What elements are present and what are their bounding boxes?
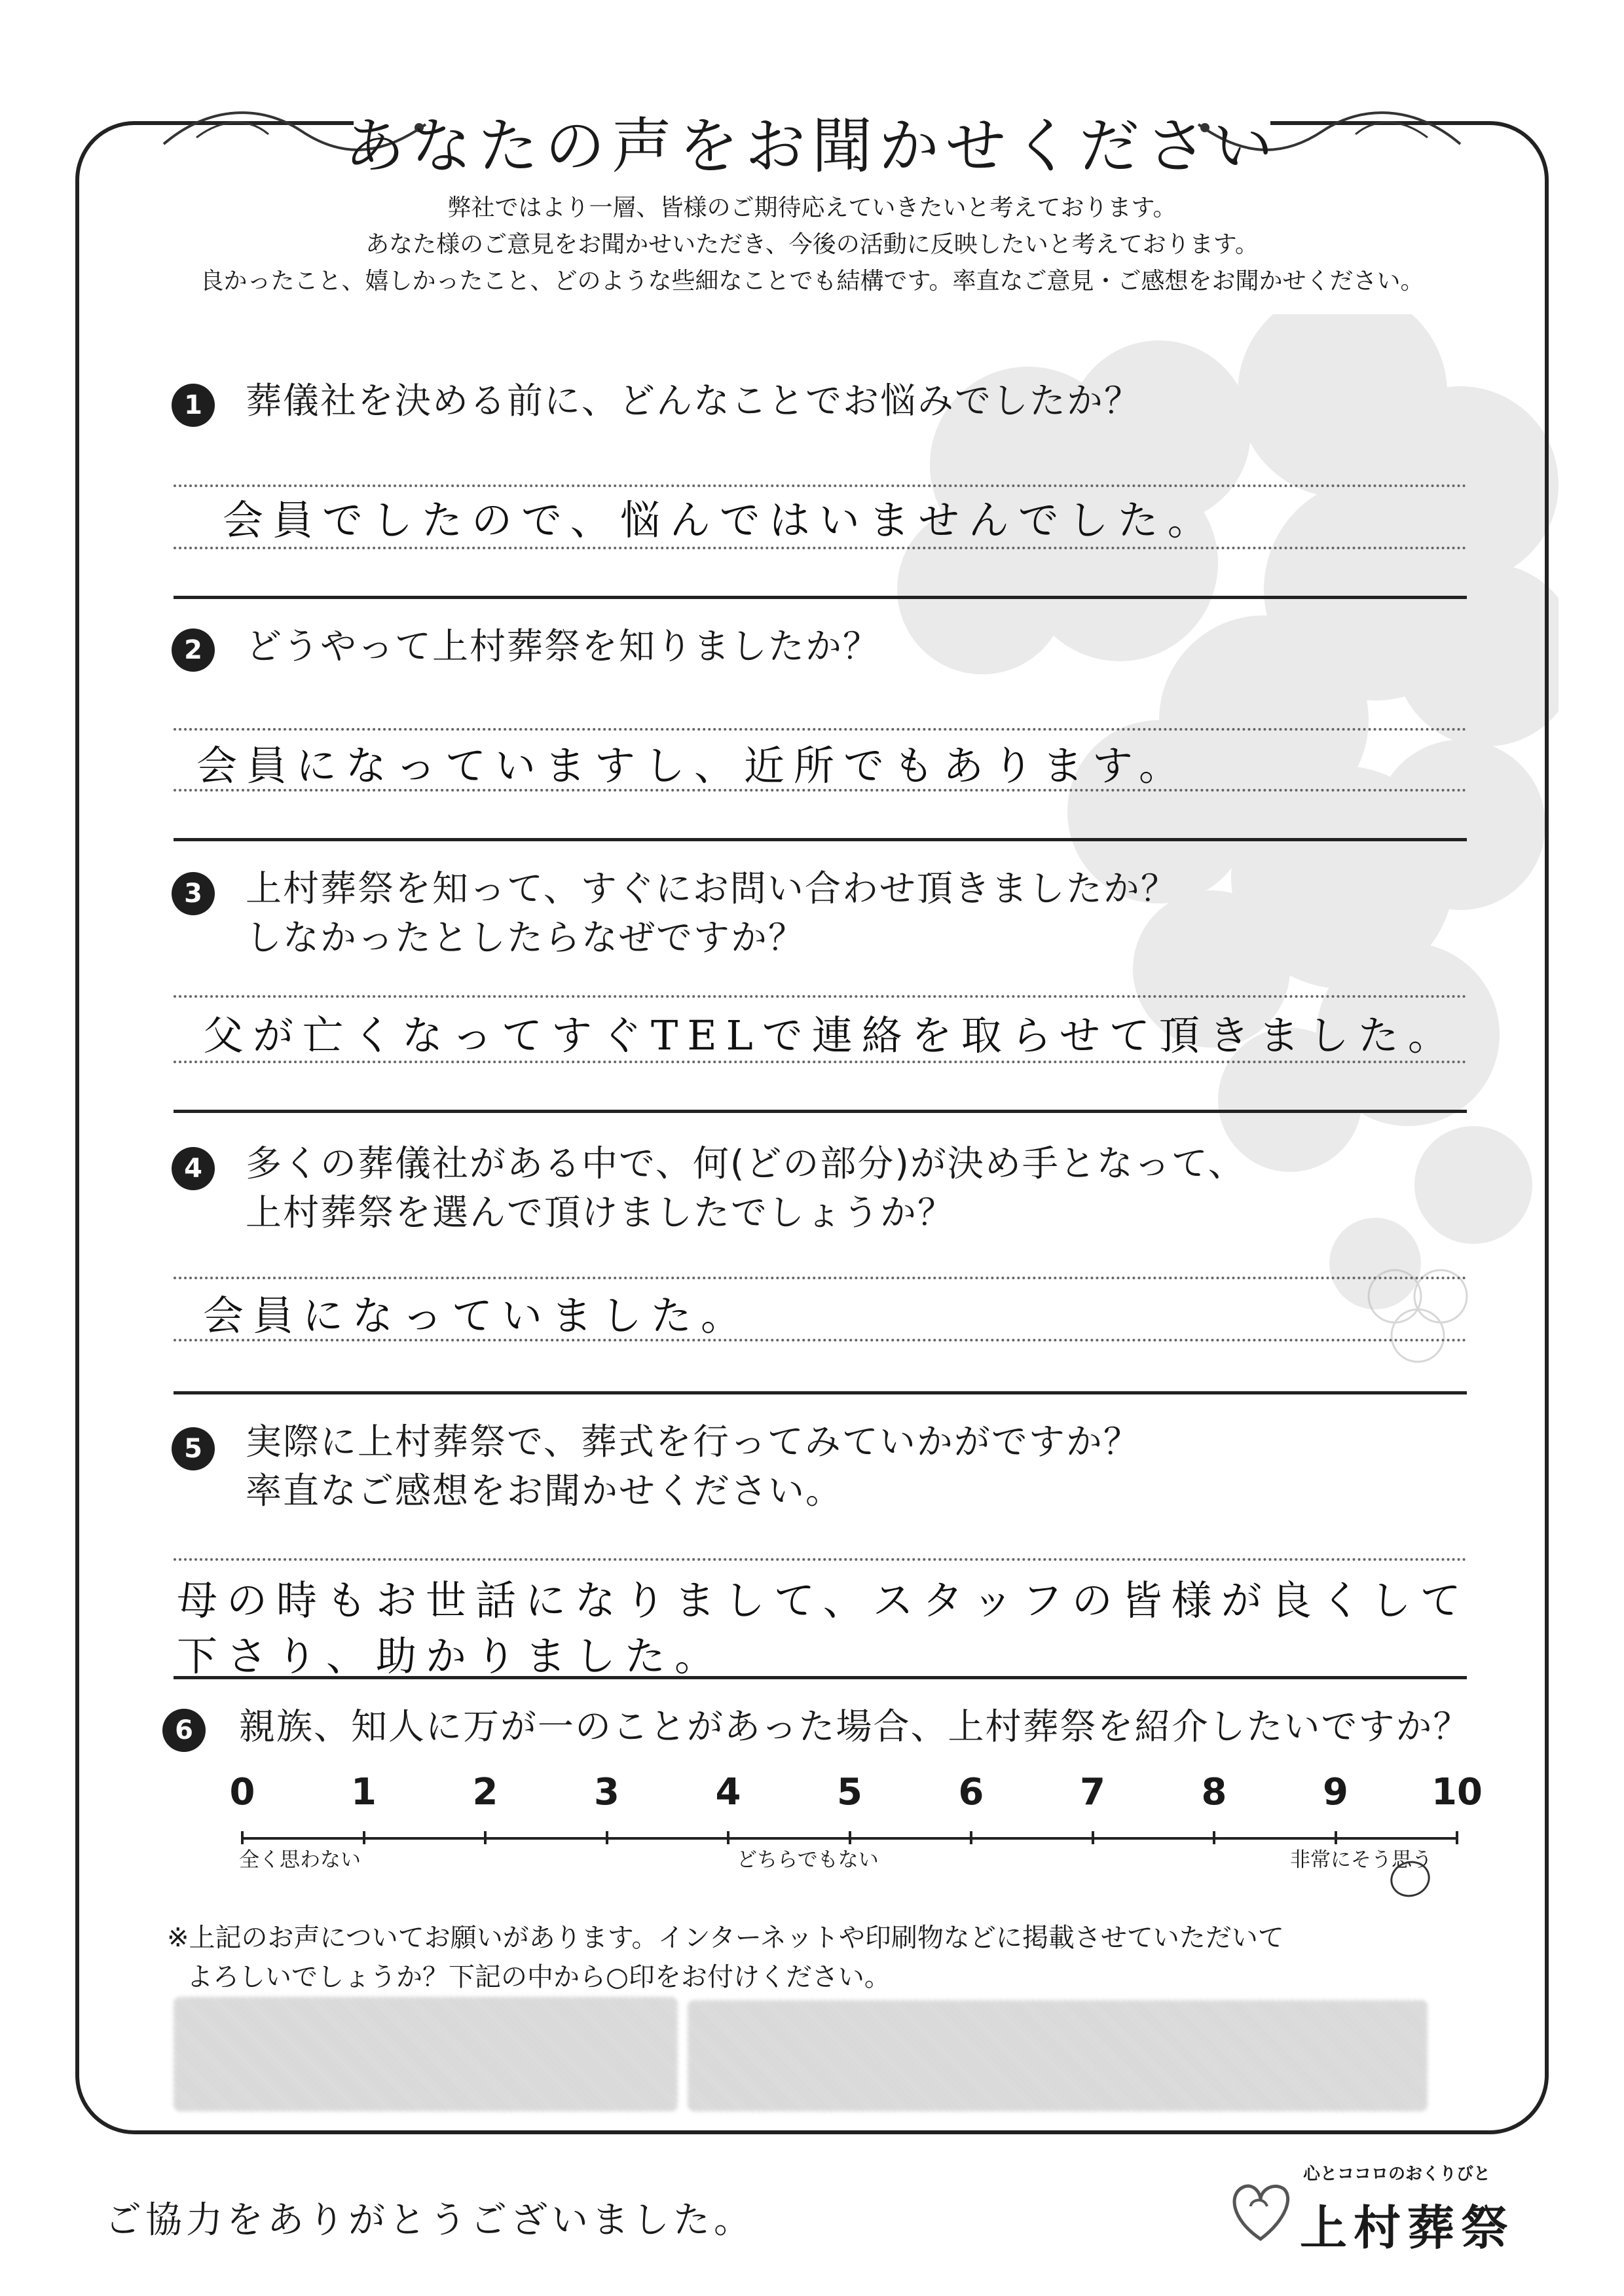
scale-tick	[606, 1831, 608, 1844]
answer-line	[174, 1339, 1467, 1341]
question-2-text: どうやって上村葬祭を知りましたか？	[246, 625, 881, 667]
scale-number-3[interactable]: 3	[594, 1771, 619, 1813]
heart-logo-icon	[1225, 2170, 1297, 2249]
section-divider	[174, 1110, 1467, 1113]
question-number-1: 1	[172, 384, 215, 427]
answer-line	[174, 484, 1467, 487]
question-number-3: 3	[172, 872, 215, 915]
answer-3-handwriting: 父が亡くなってすぐTELで連絡を取らせて頂きました。	[203, 1011, 1458, 1059]
answer-4-handwriting: 会員になっていました。	[203, 1292, 751, 1339]
publication-note	[167, 1918, 1284, 1997]
answer-2-handwriting: 会員になっていますし、近所でもあります。	[196, 742, 1189, 790]
note-line: よろしいでしょうか？下記の中から○印をお付けください。	[187, 1962, 891, 1992]
section-divider	[174, 596, 1467, 599]
answer-line	[174, 728, 1467, 731]
scale-number-7[interactable]: 7	[1080, 1771, 1105, 1813]
scale-tick	[849, 1831, 851, 1844]
section-divider	[174, 1676, 1467, 1679]
question-1-text: 葬儀社を決める前に、どんなことでお悩みでしたか？	[246, 380, 1142, 422]
question-5-text-line2: 率直なご感想をお聞かせください。	[246, 1470, 843, 1512]
scale-number-8[interactable]: 8	[1201, 1771, 1227, 1813]
answer-line	[174, 1277, 1467, 1279]
scale-number-4[interactable]: 4	[715, 1771, 741, 1813]
answer-line	[174, 1558, 1467, 1561]
question-3-text-line2: しなかったとしたらなぜですか？	[246, 917, 806, 958]
question-3-text-line1: 上村葬祭を知って、すぐにお問い合わせ頂きましたか？	[246, 867, 1178, 909]
scale-number-0[interactable]: 0	[229, 1771, 255, 1813]
page-title: あなたの声をお聞かせください	[344, 111, 1280, 181]
question-6-text: 親族、知人に万が一のことがあった場合、上村葬祭を紹介したいですか？	[239, 1705, 1471, 1747]
scale-tick	[970, 1831, 972, 1844]
intro-line: あなた様のご意見をお聞かせいただき、今後の活動に反映したいと考えております。	[365, 231, 1259, 258]
logo-tagline: 心とココロのおくりびと	[1303, 2164, 1491, 2184]
thanks-message: ご協力をありがとうございました。	[105, 2199, 754, 2242]
section-divider	[174, 1391, 1467, 1394]
scale-tick	[241, 1831, 244, 1844]
question-number-6: 6	[162, 1709, 206, 1752]
note-line: ※上記のお声についてお願いがあります。インターネットや印刷物などに掲載させていただいて	[167, 1923, 1284, 1953]
answer-line	[174, 1061, 1467, 1063]
answer-line	[174, 995, 1467, 998]
scale-number-1[interactable]: 1	[351, 1771, 377, 1813]
section-divider	[174, 838, 1467, 841]
scale-label-mid: どちらでもない	[737, 1848, 879, 1872]
answer-5-handwriting-line1: 母の時もお世話になりまして、スタッフの皆様が良くして	[177, 1576, 1470, 1624]
scale-tick	[1335, 1831, 1337, 1844]
question-number-2: 2	[172, 629, 215, 672]
question-4-text-line2: 上村葬祭を選んで頂けましたでしょうか？	[246, 1192, 955, 1233]
intro-line: 良かったこと、嬉しかったこと、どのような些細なことでも結構です。率直なご意見・ご感想をお聞かせください。	[200, 268, 1424, 295]
scale-tick	[1213, 1831, 1215, 1844]
answer-line	[174, 547, 1467, 549]
scale-number-9[interactable]: 9	[1323, 1771, 1348, 1813]
question-number-5: 5	[172, 1427, 215, 1470]
question-4-text-line1: 多くの葬儀社がある中で、何(どの部分)が決め手となって、	[246, 1142, 1246, 1184]
scale-tick	[484, 1831, 487, 1844]
intro-text	[0, 190, 1624, 300]
question-number-4: 4	[172, 1147, 215, 1190]
scale-number-10[interactable]: 10	[1431, 1771, 1483, 1813]
intro-line: 弊社ではより一層、皆様のご期待応えていきたいと考えております。	[447, 194, 1177, 221]
question-5-text-line1: 実際に上村葬祭で、葬式を行ってみていかがですか？	[246, 1421, 1141, 1463]
scale-number-5[interactable]: 5	[837, 1771, 862, 1813]
answer-5-handwriting-line2: 下さり、助かりました。	[177, 1632, 725, 1680]
scale-tick	[1456, 1831, 1458, 1844]
scale-tick	[727, 1831, 729, 1844]
scale-tick	[363, 1831, 365, 1844]
scale-number-2[interactable]: 2	[472, 1771, 498, 1813]
scale-label-low: 全く思わない	[239, 1848, 361, 1872]
redacted-option-left	[174, 1997, 678, 2111]
redacted-option-right	[688, 2000, 1428, 2111]
scale-label-high: 非常にそう思う	[1290, 1848, 1432, 1872]
answer-1-handwriting: 会員でしたので、悩んではいませんでした。	[223, 496, 1217, 544]
answer-line	[174, 789, 1467, 792]
scale-number-6[interactable]: 6	[958, 1771, 984, 1813]
company-logo-name: 上村葬祭	[1300, 2200, 1515, 2255]
scale-tick	[1092, 1831, 1094, 1844]
